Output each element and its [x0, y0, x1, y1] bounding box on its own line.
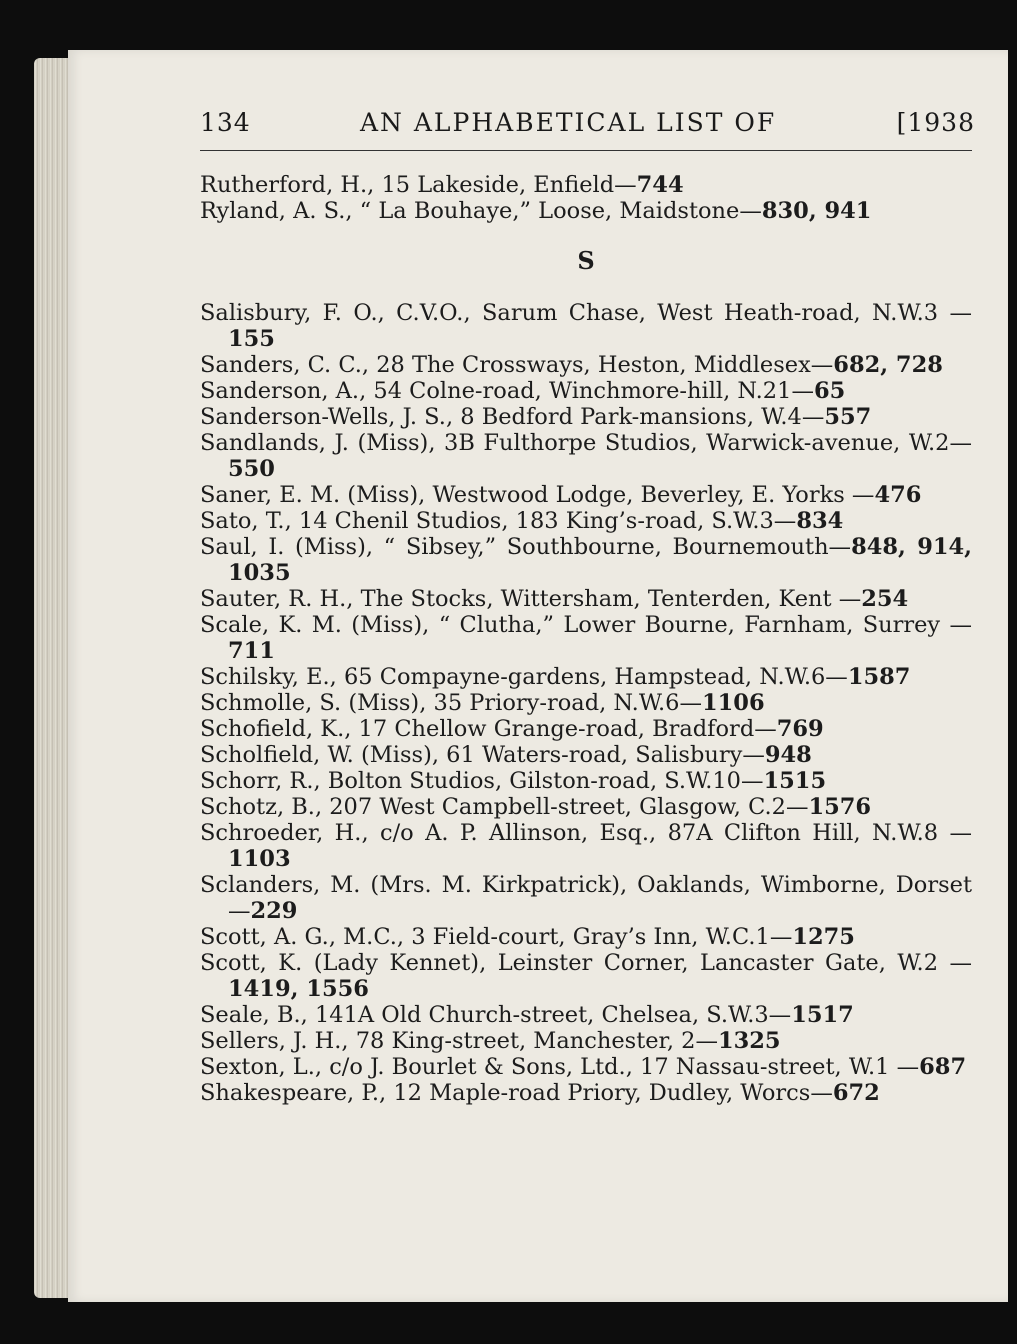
- directory-entry: [200, 794, 972, 820]
- directory-entry: [200, 508, 972, 534]
- entry-numbers: 557: [824, 404, 872, 430]
- entry-numbers: 848, 914, 1035: [228, 534, 972, 586]
- entry-text: Rutherford, H., 15 Lakeside, Enfield—: [200, 172, 637, 198]
- entry-numbers: 1515: [763, 768, 827, 794]
- directory-entry: [200, 820, 972, 872]
- directory-entry: [200, 742, 972, 768]
- entry-numbers: 769: [776, 716, 824, 742]
- entry-text: Sanders, C. C., 28 The Crossways, Heston, Middlesex—: [200, 352, 834, 378]
- directory-entry: [200, 950, 972, 1002]
- entry-text: Shakespeare, P., 12 Maple-road Priory, Dudley, Worcs—: [200, 1080, 833, 1106]
- entry-text: Saul, I. (Miss), “ Sibsey,” Southbourne, Bournemouth—: [200, 534, 852, 560]
- entry-numbers: 687: [919, 1054, 967, 1080]
- page-number: 134: [200, 108, 251, 137]
- header-year: [1938: [896, 108, 975, 137]
- entry-numbers: 948: [764, 742, 812, 768]
- directory-entry: [200, 534, 972, 586]
- entry-text: Sanderson, A., 54 Colne-road, Winchmore-hill, N.21—: [200, 378, 814, 404]
- entries-section: [200, 300, 972, 1106]
- directory-entry: [200, 300, 972, 352]
- entry-text: Sato, T., 14 Chenil Studios, 183 King’s-road, S.W.3—: [200, 508, 797, 534]
- header-rule: [200, 150, 972, 151]
- entries-before-section: [200, 172, 972, 224]
- directory-entry: [200, 768, 972, 794]
- directory-entry: [200, 716, 972, 742]
- entry-numbers: 711: [228, 638, 275, 664]
- entry-text: Sandlands, J. (Miss), 3B Fulthorpe Studios, Warwick-avenue, W.2—: [200, 430, 972, 456]
- entry-numbers: 1275: [792, 924, 855, 950]
- entry-numbers: 65: [813, 378, 846, 404]
- entry-numbers: 1325: [717, 1028, 781, 1054]
- directory-entry: [200, 690, 972, 716]
- directory-entry: [200, 586, 972, 612]
- entry-text: Schmolle, S. (Miss), 35 Priory-road, N.W.6—: [200, 690, 702, 716]
- entry-text: Schofield, K., 17 Chellow Grange-road, Bradford—: [200, 716, 777, 742]
- entry-numbers: 1587: [847, 664, 911, 690]
- entry-numbers: 834: [796, 508, 844, 534]
- running-header: [200, 108, 975, 148]
- entry-numbers: 254: [861, 586, 909, 612]
- directory-entry: [200, 404, 972, 430]
- entry-numbers: 155: [228, 326, 275, 352]
- entry-numbers: 744: [636, 172, 684, 198]
- directory-entry: [200, 1054, 972, 1080]
- directory-entry: [200, 612, 972, 664]
- entry-numbers: 682, 728: [833, 352, 943, 378]
- entry-text: Scale, K. M. (Miss), “ Clutha,” Lower Bourne, Farnham, Surrey —: [200, 612, 972, 638]
- entry-text: Sanderson-Wells, J. S., 8 Bedford Park-mansions, W.4—: [200, 404, 825, 430]
- entry-numbers: 1103: [228, 846, 291, 872]
- directory-entry: [200, 1002, 972, 1028]
- entry-numbers: 672: [832, 1080, 880, 1106]
- directory-entry: [200, 352, 972, 378]
- entry-numbers: 550: [228, 456, 275, 482]
- directory-entry: [200, 172, 972, 198]
- directory-entry: [200, 1080, 972, 1106]
- entry-text: Saner, E. M. (Miss), Westwood Lodge, Beverley, E. Yorks —: [200, 482, 875, 508]
- directory-entry: [200, 924, 972, 950]
- entry-numbers: 1517: [791, 1002, 854, 1028]
- entry-text: Salisbury, F. O., C.V.O., Sarum Chase, West Heath-road, N.W.3 —: [200, 300, 972, 326]
- directory-entry: [200, 664, 972, 690]
- directory-list: [200, 172, 972, 1106]
- entry-text: Ryland, A. S., “ La Bouhaye,” Loose, Maidstone—: [200, 198, 762, 224]
- directory-entry: [200, 430, 972, 482]
- entry-text: Sellers, J. H., 78 King-street, Manchester, 2—: [200, 1028, 718, 1054]
- entry-text: Seale, B., 141A Old Church-street, Chelsea, S.W.3—: [200, 1002, 792, 1028]
- directory-entry: [200, 378, 972, 404]
- entry-text: Sclanders, M. (Mrs. M. Kirkpatrick), Oaklands, Wimborne, Dorset—: [200, 872, 972, 924]
- entry-text: Schorr, R., Bolton Studios, Gilston-road, S.W.10—: [200, 768, 764, 794]
- directory-entry: [200, 1028, 972, 1054]
- entry-numbers: 830, 941: [761, 198, 872, 224]
- entry-text: Scott, K. (Lady Kennet), Leinster Corner, Lancaster Gate, W.2 —: [200, 950, 972, 976]
- directory-entry: [200, 198, 972, 224]
- entry-numbers: 229: [250, 898, 298, 924]
- running-title: AN ALPHABETICAL LIST OF: [360, 108, 777, 137]
- entry-text: Scholfield, W. (Miss), 61 Waters-road, Salisbury—: [200, 742, 765, 768]
- directory-entry: [200, 482, 972, 508]
- entry-numbers: 1106: [701, 690, 765, 716]
- entry-text: Schroeder, H., c/o A. P. Allinson, Esq., 87A Clifton Hill, N.W.8 —: [200, 820, 972, 846]
- entry-numbers: 1576: [808, 794, 872, 820]
- entry-text: Schilsky, E., 65 Compayne-gardens, Hampstead, N.W.6—: [200, 664, 848, 690]
- entry-text: Sauter, R. H., The Stocks, Wittersham, Tenterden, Kent —: [200, 586, 862, 612]
- entry-numbers: 476: [874, 482, 922, 508]
- entry-text: Schotz, B., 207 West Campbell-street, Glasgow, C.2—: [200, 794, 809, 820]
- directory-entry: [200, 872, 972, 924]
- entry-text: Sexton, L., c/o J. Bourlet & Sons, Ltd., 17 Nassau-street, W.1 —: [200, 1054, 920, 1080]
- entry-text: Scott, A. G., M.C., 3 Field-court, Gray’s Inn, W.C.1—: [200, 924, 793, 950]
- entry-numbers: 1419, 1556: [228, 976, 369, 1002]
- section-letter: S: [577, 246, 595, 275]
